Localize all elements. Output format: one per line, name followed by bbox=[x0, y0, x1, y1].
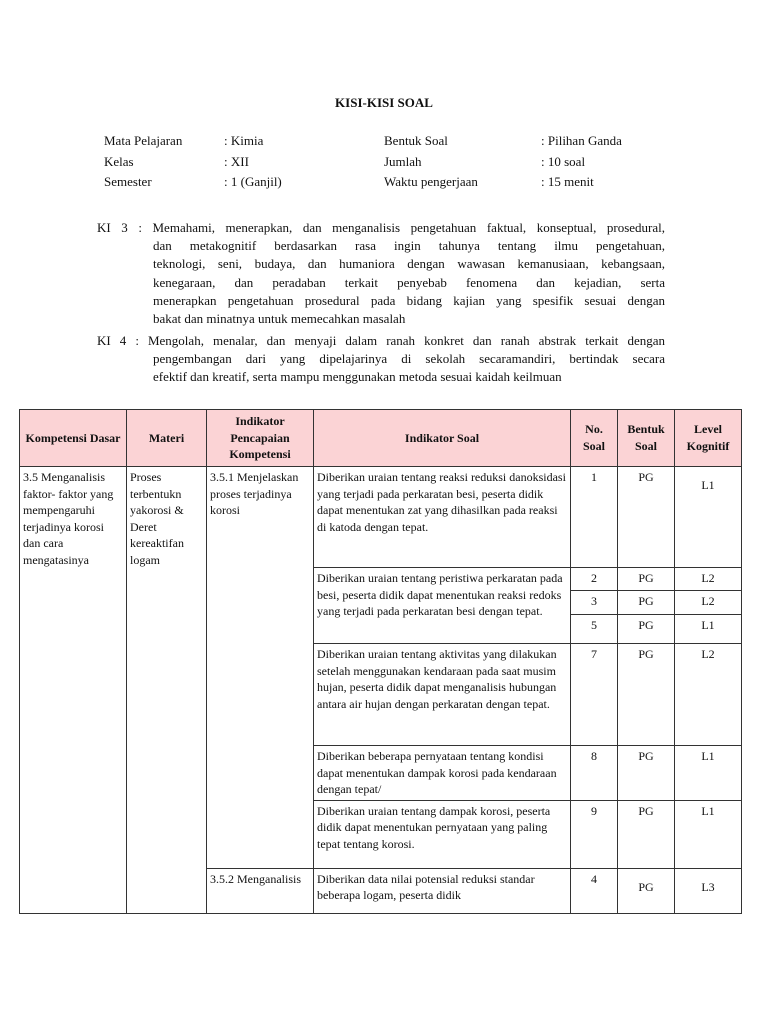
cell-kompetensi-dasar: 3.5 Menganalisis faktor- faktor yang mempengaruhi terjadinya korosi dan cara mengatasinya bbox=[20, 467, 127, 914]
cell-no-soal: 7 bbox=[571, 644, 618, 746]
info-label: Mata Pelajaran bbox=[104, 133, 183, 148]
info-value: : XII bbox=[224, 153, 249, 169]
cell-indikator-soal: Diberikan uraian tentang peristiwa perkaratan pada besi, peserta didik dapat menentukan reaksi redoks yang terjadi pada perkaratan besi dengan tepat. bbox=[314, 568, 571, 644]
cell-no-soal: 9 bbox=[571, 800, 618, 868]
header-bentuk-soal: Bentuk Soal bbox=[618, 410, 675, 467]
cell-bentuk-soal: PG bbox=[618, 868, 675, 913]
info-value: : 15 menit bbox=[541, 174, 594, 189]
cell-indikator-soal: Diberikan beberapa pernyataan tentang kondisi dapat menentukan dampak korosi pada kendaraan dengan tepat/ bbox=[314, 746, 571, 801]
cell-indikator-soal: Diberikan uraian tentang dampak korosi, peserta didik dapat menentukan pernyataan yang paling tepat tentang korosi. bbox=[314, 800, 571, 868]
cell-level-kognitif: L1 bbox=[675, 800, 742, 868]
info-label: Kelas bbox=[104, 153, 134, 169]
cell-no-soal: 3 bbox=[571, 591, 618, 615]
ki4-line: pengembangan dari yang dipelajarinya di sekolah secaramandiri, bertindak secara bbox=[153, 351, 665, 367]
info-label: Waktu pengerjaan bbox=[384, 174, 478, 189]
info-left bbox=[104, 131, 282, 193]
info-row-count bbox=[384, 152, 622, 173]
cell-bentuk-soal: PG bbox=[618, 568, 675, 591]
cell-level-kognitif: L2 bbox=[675, 644, 742, 746]
cell-materi: Proses terbentukn yakorosi & Deret kereaktifan logam bbox=[127, 467, 207, 914]
page-title: KISI-KISI SOAL bbox=[335, 95, 433, 110]
header-indikator-soal: Indikator Soal bbox=[314, 410, 571, 467]
cell-indikator-pencapaian-2: 3.5.2 Menganalisis bbox=[207, 868, 314, 913]
cell-bentuk-soal: PG bbox=[618, 800, 675, 868]
header-indikator-pencapaian: Indikator Pencapaian Kompetensi bbox=[207, 410, 314, 467]
cell-level-kognitif: L3 bbox=[675, 868, 742, 913]
info-right bbox=[384, 131, 622, 193]
header-kompetensi-dasar: Kompetensi Dasar bbox=[20, 410, 127, 467]
info-row-semester bbox=[104, 172, 282, 193]
ki4-line: KI 4 : Mengolah, menalar, dan menyaji dalam ranah konkret dan ranah abstrak terkait dengan bbox=[97, 333, 665, 348]
cell-no-soal: 2 bbox=[571, 568, 618, 591]
cell-level-kognitif: L1 bbox=[675, 615, 742, 644]
cell-no-soal: 4 bbox=[571, 868, 618, 913]
kisi-kisi-table bbox=[19, 409, 742, 914]
ki3-line: teknologi, seni, budaya, dan humaniora dengan wawasan kemanusiaan, kebangsaan, bbox=[153, 256, 665, 272]
cell-indikator-soal: Diberikan uraian tentang aktivitas yang dilakukan setelah menggunakan kendaraan pada saat musim hujan, peserta didik dapat menganalisis hubungan antara air hujan dengan perkaratan dengan tepat. bbox=[314, 644, 571, 746]
ki3-paragraph bbox=[97, 219, 665, 328]
cell-bentuk-soal: PG bbox=[618, 615, 675, 644]
ki3-line: bakat dan minatnya untuk memecahkan masalah bbox=[153, 311, 406, 327]
header-level-kognitif: Level Kognitif bbox=[675, 410, 742, 467]
ki3-line: dan metakognitif berdasarkan rasa ingin tahunya tentang ilmu pengetahuan, bbox=[153, 238, 665, 254]
info-label: Bentuk Soal bbox=[384, 133, 448, 148]
info-label: Semester bbox=[104, 174, 152, 189]
cell-bentuk-soal: PG bbox=[618, 644, 675, 746]
info-row-subject bbox=[104, 131, 282, 152]
cell-no-soal: 5 bbox=[571, 615, 618, 644]
ki3-line: kenegaraan, dan peradaban terkait penyebab fenomena dan kejadian, serta bbox=[153, 274, 665, 290]
cell-bentuk-soal: PG bbox=[618, 591, 675, 615]
ki3-line: menerapkan pengetahuan prosedural pada bidang kajian yang spesifik sesuai dengan bbox=[153, 292, 665, 308]
cell-indikator-soal: Diberikan uraian tentang reaksi reduksi danoksidasi yang terjadi pada perkaratan besi, peserta didik dapat menentukan zat yang dihasilkan pada reaksi di katoda dengan tepat. bbox=[314, 467, 571, 568]
info-value: : 1 (Ganjil) bbox=[224, 174, 282, 189]
info-value: : 10 soal bbox=[541, 153, 586, 169]
cell-no-soal: 8 bbox=[571, 746, 618, 801]
table-header-row bbox=[20, 410, 742, 467]
cell-level-kognitif: L1 bbox=[675, 746, 742, 801]
cell-bentuk-soal: PG bbox=[618, 467, 675, 568]
ki4-line: efektif dan kreatif, serta mampu menggunakan metoda sesuai kaidah keilmuan bbox=[153, 369, 562, 385]
header-no-soal: No. Soal bbox=[571, 410, 618, 467]
cell-level-kognitif: L2 bbox=[675, 568, 742, 591]
header-materi: Materi bbox=[127, 410, 207, 467]
cell-indikator-soal: Diberikan data nilai potensial reduksi standar beberapa logam, peserta didik bbox=[314, 868, 571, 913]
info-row-question-type bbox=[384, 131, 622, 152]
info-label: Jumlah bbox=[384, 153, 422, 169]
info-value: : Pilihan Ganda bbox=[541, 133, 622, 148]
table-row bbox=[20, 467, 742, 568]
info-value: : Kimia bbox=[224, 133, 264, 148]
ki3-line: KI 3 : Memahami, menerapkan, dan menganalisis pengetahuan faktual, konseptual, prosedural, bbox=[97, 220, 665, 235]
info-row-class bbox=[104, 152, 282, 173]
cell-indikator-pencapaian-1: 3.5.1 Menjelaskan proses terjadinya korosi bbox=[207, 467, 314, 869]
cell-level-kognitif: L2 bbox=[675, 591, 742, 615]
cell-bentuk-soal: PG bbox=[618, 746, 675, 801]
info-row-time bbox=[384, 172, 622, 193]
cell-level-kognitif: L1 bbox=[675, 467, 742, 568]
cell-no-soal: 1 bbox=[571, 467, 618, 568]
ki4-paragraph bbox=[97, 332, 665, 387]
